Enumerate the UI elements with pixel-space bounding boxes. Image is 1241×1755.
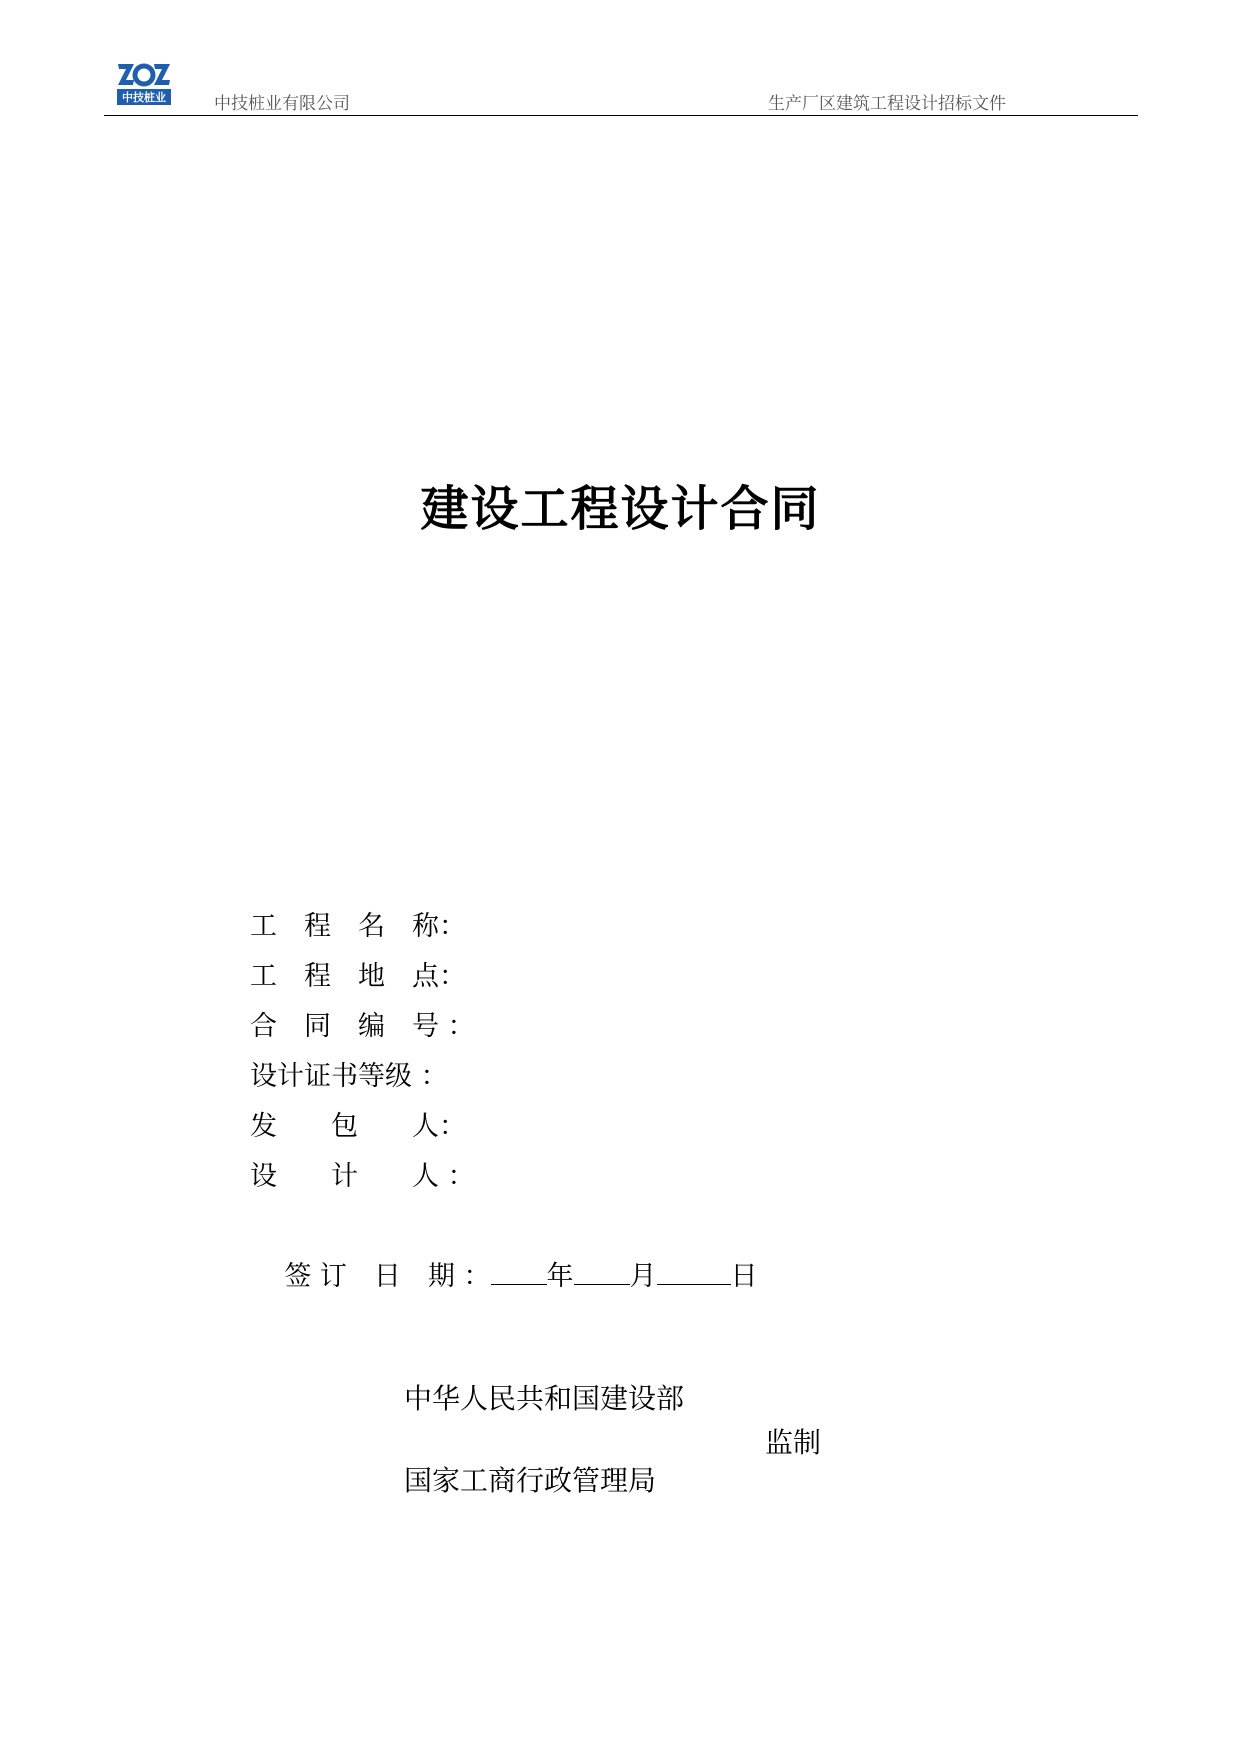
company-logo <box>116 60 172 108</box>
page-title: 建设工程设计合同 <box>420 481 821 537</box>
header-document-name: 生产厂区建筑工程设计招标文件 <box>768 94 1006 114</box>
supervise-label: 监制 <box>765 1426 822 1459</box>
svg-text:中技桩业: 中技桩业 <box>122 91 166 104</box>
field-sign-date <box>250 1202 758 1292</box>
year-blank <box>491 1283 547 1285</box>
header-company-name: 中技桩业有限公司 <box>214 94 350 114</box>
field-designer: 设 计 人 ： <box>250 1161 475 1192</box>
header-divider <box>104 115 1138 116</box>
authority-industry-commerce: 国家工商行政管理局 <box>404 1464 657 1497</box>
day-label: 日 <box>730 1261 758 1292</box>
sign-date-label: 签 订 日 期 ： <box>284 1261 491 1292</box>
field-certificate-level: 设计证书等级 ： <box>250 1061 448 1092</box>
month-blank <box>574 1283 630 1285</box>
field-contract-number: 合 同 编 号 ： <box>250 1011 475 1042</box>
field-project-location: 工 程 地 点： <box>250 961 466 992</box>
day-blank <box>657 1283 731 1285</box>
contract-fields <box>250 902 758 1292</box>
field-employer: 发 包 人： <box>250 1111 466 1142</box>
month-label: 月 <box>629 1261 657 1292</box>
field-project-name: 工 程 名 称： <box>250 911 466 942</box>
authority-ministry-of-construction: 中华人民共和国建设部 <box>404 1382 685 1415</box>
year-label: 年 <box>546 1261 574 1292</box>
